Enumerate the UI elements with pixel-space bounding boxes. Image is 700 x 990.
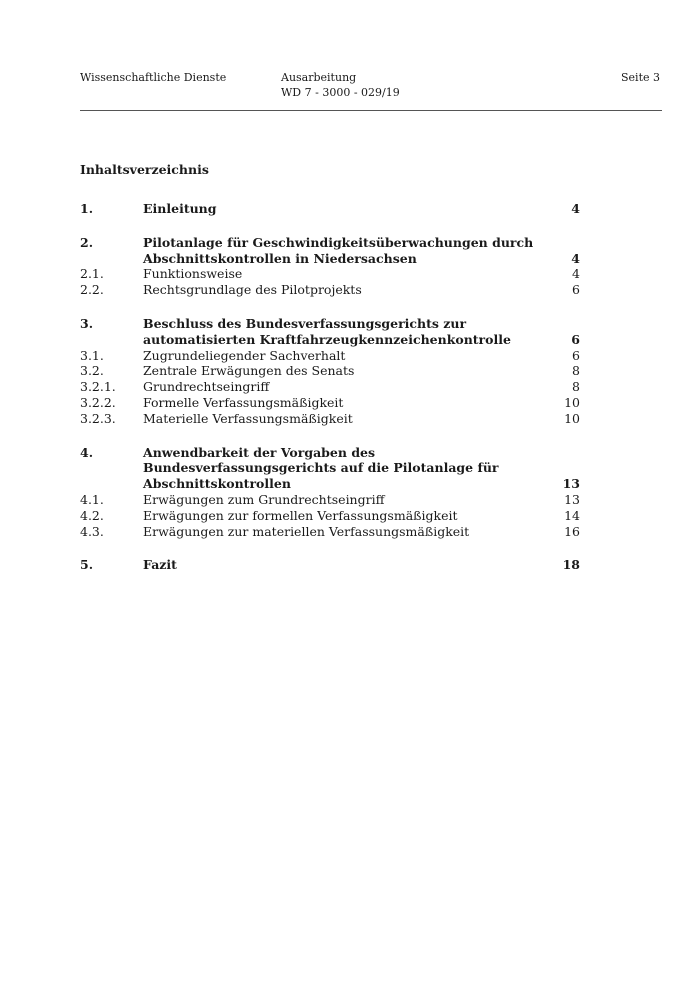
header-doc-type: Ausarbeitung [281,71,357,84]
toc-entry-number: 4.2. [80,507,104,523]
toc-entry[interactable] [80,411,580,427]
toc-entry-number: 4.1. [80,491,104,507]
toc-entry-page: 13 [562,476,580,492]
toc-entry-number: 4.3. [80,523,104,539]
toc-entry-page: 4 [571,250,580,266]
toc-entry[interactable] [80,508,580,524]
toc-entry-page: 10 [564,394,580,410]
toc-entry-title: Einleitung [143,201,217,216]
toc-entry-title: Funktionsweise [143,266,243,282]
toc-entry[interactable] [80,379,580,395]
toc-entry[interactable] [80,348,580,364]
toc-entry-number: 1. [80,201,94,216]
toc-entry-title: Erwägungen zur formellen Verfassungsmäßigkeit [143,507,458,523]
toc-entry[interactable] [80,524,580,540]
toc-entry-title: Zentrale Erwägungen des Senats [143,363,355,379]
toc-entry-title: Erwägungen zum Grundrechtseingriff [143,491,385,507]
toc-entry-page: 4 [572,266,580,282]
toc-entry-page: 18 [562,557,580,573]
toc-entry-title: Erwägungen zur materiellen Verfassungsmäßigkeit [143,523,470,539]
header-document-info [281,70,400,100]
toc-entry-number: 2.1. [80,266,104,282]
toc-entry[interactable] [80,201,580,217]
toc-entry-page: 4 [571,201,580,216]
toc-entry-page: 14 [564,507,580,523]
header-institution: Wissenschaftliche Dienste [80,71,227,84]
toc-entry[interactable] [80,282,580,298]
toc-entry-number: 3. [80,315,94,331]
toc-entry-page: 6 [571,331,580,347]
toc-entry-page: 8 [572,379,580,395]
toc-entry-number: 3.2. [80,363,104,379]
toc-entry-title: Grundrechtseingriff [143,379,270,395]
toc-entry-page: 6 [572,347,580,363]
toc-entry[interactable] [80,363,580,379]
toc-entry-title: Zugrundeliegender Sachverhalt [143,347,346,363]
header-divider [80,110,662,111]
toc-entry-page: 13 [564,491,580,507]
toc-title: Inhaltsverzeichnis [80,162,209,177]
toc-entry[interactable] [80,445,580,492]
toc-entry-title: Fazit [143,557,177,573]
header-page-number: Seite 3 [621,71,660,84]
header-doc-number: WD 7 - 3000 - 029/19 [281,86,400,99]
toc-entry-title: Pilotanlage für Geschwindigkeitsüberwachungen durch Abschnittskontrollen in Niedersachsen [143,234,534,266]
toc-entry-page: 16 [564,523,580,539]
toc-entry-page: 6 [572,282,580,298]
toc-entry-title: Materielle Verfassungsmäßigkeit [143,410,353,426]
toc-entry-number: 2.2. [80,282,104,298]
toc-entry-number: 3.2.3. [80,410,116,426]
toc-entry[interactable] [80,316,580,348]
toc-entry[interactable] [80,266,580,282]
toc-entry-number: 3.1. [80,347,104,363]
table-of-contents [80,201,580,573]
toc-entry-number: 5. [80,557,94,573]
toc-entry[interactable] [80,557,580,573]
toc-entry[interactable] [80,492,580,508]
toc-entry-number: 3.2.1. [80,379,116,395]
toc-entry-page: 10 [564,410,580,426]
toc-entry[interactable] [80,395,580,411]
toc-entry-number: 3.2.2. [80,394,116,410]
toc-entry-title: Formelle Verfassungsmäßigkeit [143,394,344,410]
toc-entry-title: Beschluss des Bundesverfassungsgerichts zur automatisierten Kraftfahrzeugkennzeichenkontrolle [143,315,511,347]
toc-entry-page: 8 [572,363,580,379]
toc-entry-title: Rechtsgrundlage des Pilotprojekts [143,282,362,298]
toc-entry-number: 2. [80,234,94,250]
toc-entry-number: 4. [80,444,94,460]
toc-entry-title: Anwendbarkeit der Vorgaben des Bundesverfassungsgerichts auf die Pilotanlage für Abschnittskontrollen [143,444,499,492]
toc-entry[interactable] [80,235,580,267]
